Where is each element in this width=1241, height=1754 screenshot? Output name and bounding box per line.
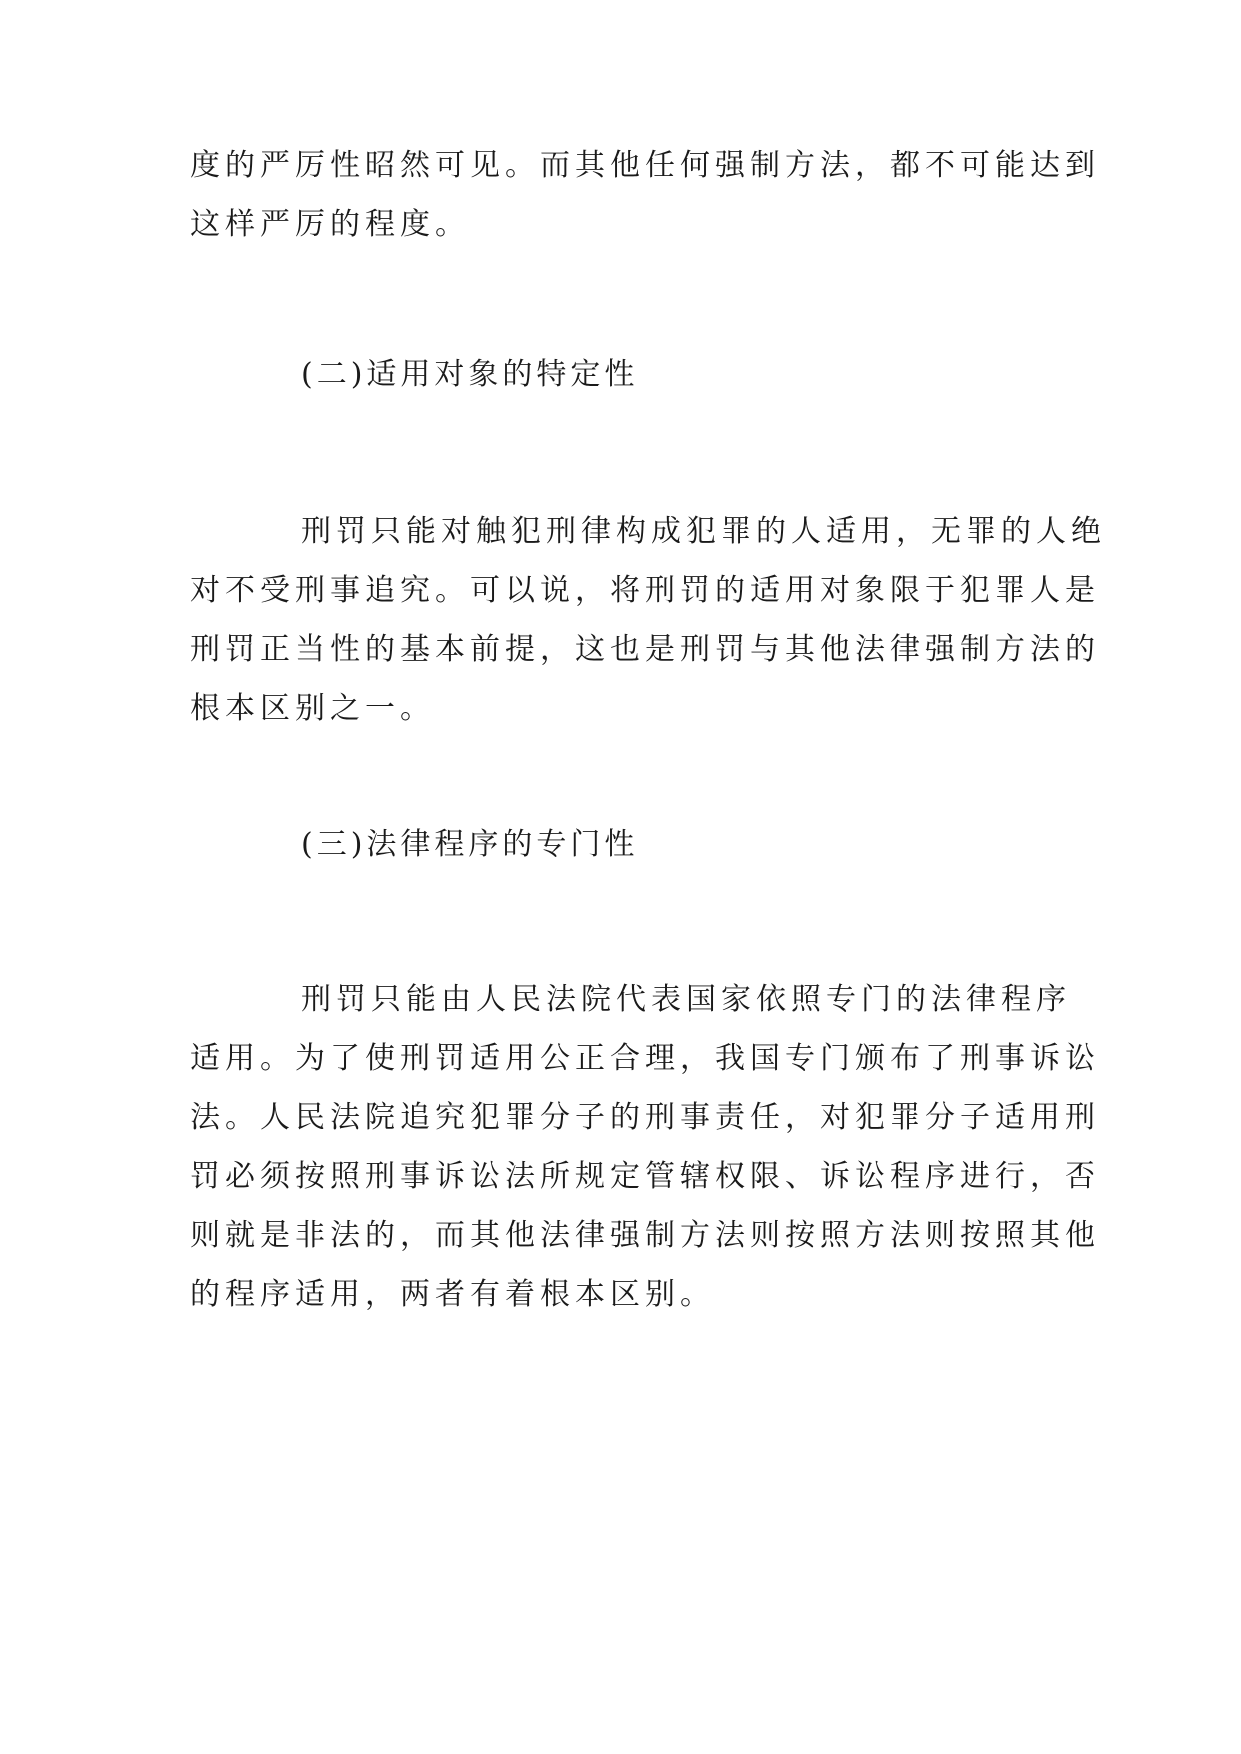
paragraph-line: 适用。为了使刑罚适用公正合理，我国专门颁布了刑事诉讼	[190, 1041, 1100, 1076]
paragraph-continuation	[190, 136, 1100, 254]
paragraph-line: 罚必须按照刑事诉讼法所规定管辖权限、诉讼程序进行，否	[190, 1159, 1100, 1194]
paragraph-line: 刑罚只能对触犯刑律构成犯罪的人适用，无罪的人绝	[301, 514, 1106, 549]
paragraph-applicable-object	[190, 502, 1106, 738]
paragraph-line: 根本区别之一。	[190, 691, 435, 726]
paragraph-line: 法。人民法院追究犯罪分子的刑事责任，对犯罪分子适用刑	[190, 1100, 1100, 1135]
paragraph-legal-procedure	[190, 970, 1100, 1324]
paragraph-line: 对不受刑事追究。可以说，将刑罚的适用对象限于犯罪人是	[190, 573, 1100, 608]
section-heading-applicable-object: (二)适用对象的特定性	[301, 357, 639, 392]
paragraph-line: 度的严厉性昭然可见。而其他任何强制方法，都不可能达到	[190, 148, 1100, 183]
section-heading-legal-procedure: (三)法律程序的专门性	[301, 827, 639, 862]
paragraph-line: 刑罚只能由人民法院代表国家依照专门的法律程序	[301, 982, 1071, 1017]
paragraph-line: 则就是非法的，而其他法律强制方法则按照方法则按照其他	[190, 1218, 1100, 1253]
paragraph-line: 刑罚正当性的基本前提，这也是刑罚与其他法律强制方法的	[190, 632, 1100, 667]
paragraph-line: 的程序适用，两者有着根本区别。	[190, 1277, 715, 1312]
paragraph-line: 这样严厉的程度。	[190, 207, 470, 242]
